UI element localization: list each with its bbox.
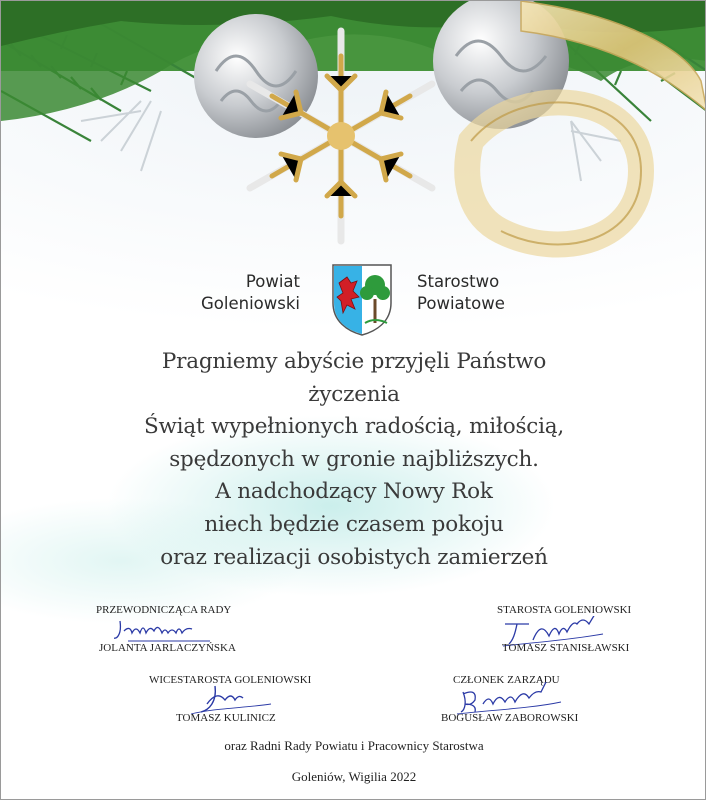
signatory-role: STAROSTA GOLENIOWSKI (497, 604, 632, 616)
handwritten-signature (453, 682, 563, 716)
signatory-role: PRZEWODNICZĄCA RADY (96, 604, 232, 616)
header-starostwo-line2: Powiatowe (417, 294, 505, 313)
header-starostwo-line1: Starostwo (417, 272, 500, 291)
header-powiat-line1: Powiat (245, 272, 300, 291)
wishes-text (61, 346, 647, 574)
signatory-czlonek (441, 674, 579, 724)
footer-place-date: Goleniów, Wigilia 2022 (291, 769, 417, 784)
signatory-name: TOMASZ KULINICZ (176, 712, 276, 724)
signatory-przewodniczaca (96, 604, 236, 654)
wishes-line: niech będzie czasem pokoju (204, 511, 504, 537)
signatory-name: TOMASZ STANISŁAWSKI (502, 642, 630, 654)
coat-of-arms-icon (331, 263, 393, 337)
wishes-line: oraz realizacji osobistych zamierzeń (160, 544, 548, 570)
footer-staff-line: oraz Radni Rady Powiatu i Pracownicy Starostwa (224, 738, 484, 753)
handwritten-signature (185, 682, 275, 716)
wishes-line: życzenia (308, 381, 400, 407)
signatory-name: JOLANTA JARLACZYŃSKA (99, 642, 236, 654)
header-starostwo (417, 271, 505, 315)
signatory-role: CZŁONEK ZARZĄDU (453, 674, 560, 686)
wishes-line: Pragniemy abyście przyjęli Państwo (161, 349, 547, 374)
wishes-line: spędzonych w gronie najbliższych. (169, 446, 539, 472)
signatory-starosta (497, 604, 632, 654)
handwritten-signature (114, 615, 224, 645)
header-powiat (201, 271, 300, 315)
signatory-wicestarosta (149, 674, 312, 724)
wishes-line: A nadchodzący Nowy Rok (215, 479, 493, 505)
signatory-role: WICESTAROSTA GOLENIOWSKI (149, 674, 312, 686)
header-powiat-line2: Goleniowski (201, 294, 300, 313)
signatory-name: BOGUSŁAW ZABOROWSKI (441, 712, 579, 724)
wishes-line: Świąt wypełnionych radością, miłością, (143, 414, 565, 440)
